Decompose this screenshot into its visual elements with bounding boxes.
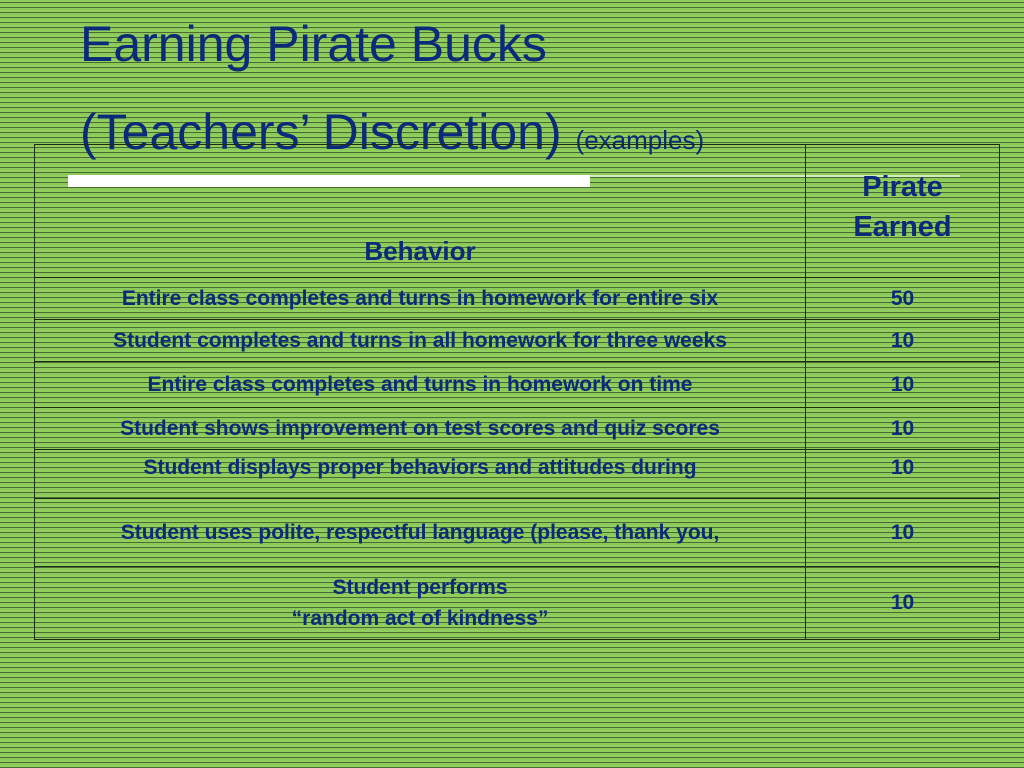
behavior-line1: Student performs <box>332 576 508 599</box>
earned-cell: 10 <box>806 450 1000 499</box>
earned-cell: 10 <box>806 499 1000 567</box>
earned-cell: 10 <box>806 567 1000 640</box>
pirate-bucks-table <box>34 144 1000 640</box>
subtitle-note: (examples) <box>575 125 705 155</box>
table-row <box>35 278 1000 320</box>
behavior-cell: Student uses polite, respectful language (please, thank you, <box>35 499 806 567</box>
subtitle-text: (Teachers’ Discretion) <box>80 104 562 160</box>
slide-title: Earning Pirate Bucks <box>80 16 547 72</box>
earned-cell: 50 <box>806 278 1000 320</box>
behavior-cell: Entire class completes and turns in homework for entire six <box>35 278 806 320</box>
behavior-cell: Student displays proper behaviors and attitudes during <box>35 450 806 499</box>
header-pirate-earned <box>806 145 1000 278</box>
header-earned-line1: Pirate <box>862 171 943 203</box>
earned-cell: 10 <box>806 320 1000 362</box>
header-behavior: Behavior <box>35 145 806 278</box>
table-row <box>35 408 1000 450</box>
behavior-cell: Student shows improvement on test scores and quiz scores <box>35 408 806 450</box>
table-row <box>35 320 1000 362</box>
earned-cell: 10 <box>806 408 1000 450</box>
header-earned-line2: Earned <box>853 211 952 243</box>
behavior-cell: Student completes and turns in all homework for three weeks <box>35 320 806 362</box>
behavior-cell: Entire class completes and turns in homework on time <box>35 362 806 408</box>
behavior-line2: “random act of kindness” <box>291 607 549 630</box>
table-row <box>35 450 1000 499</box>
table-header-row <box>35 145 1000 278</box>
earned-cell: 10 <box>806 362 1000 408</box>
behavior-cell <box>35 567 806 640</box>
table-row <box>35 499 1000 567</box>
table-row <box>35 362 1000 408</box>
table-row <box>35 567 1000 640</box>
